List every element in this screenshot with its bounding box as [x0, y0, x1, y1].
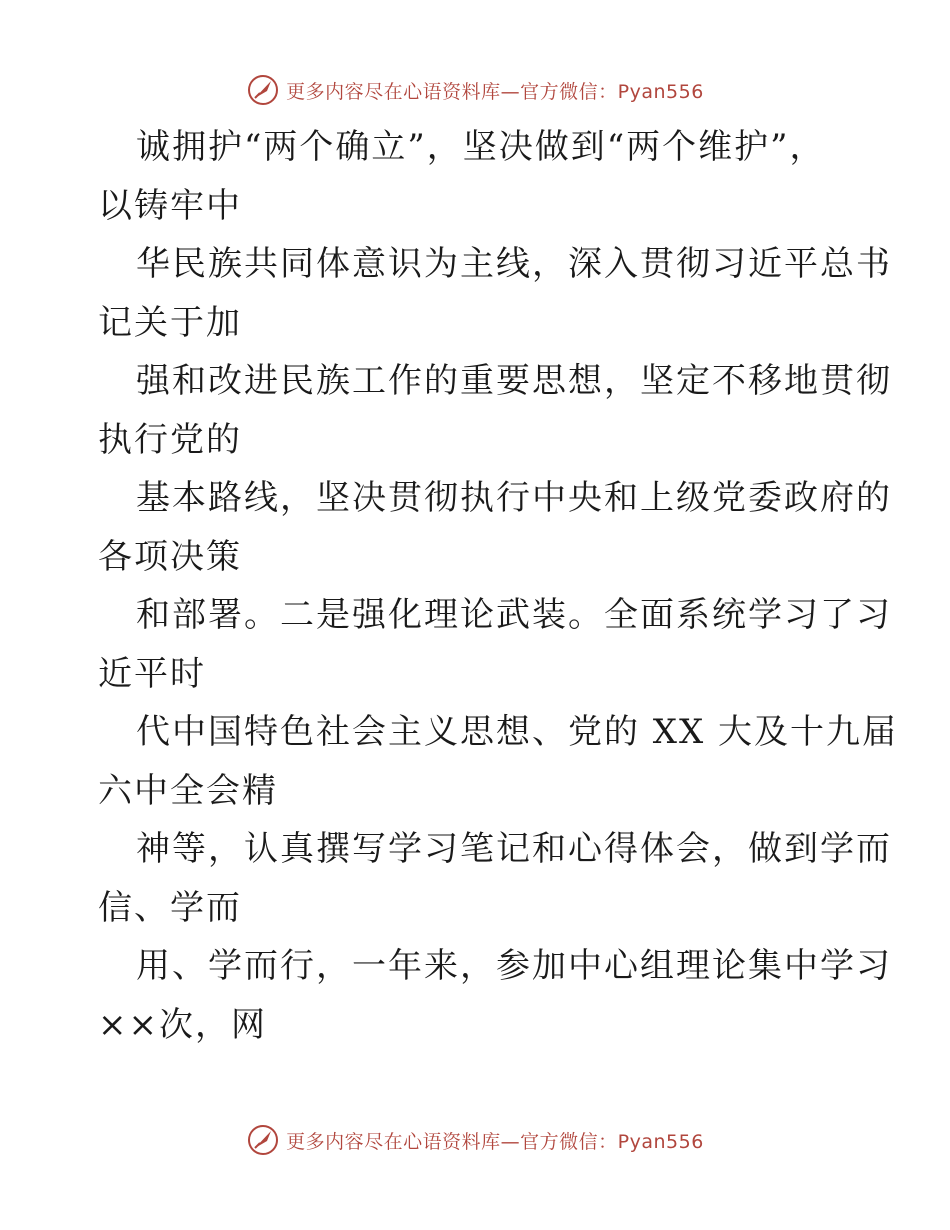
body-line: 用、学而行，一年来，参加中心组理论集中学习 — [136, 946, 892, 986]
body-line: 基本路线，坚决贯彻执行中央和上级党委政府的 — [136, 478, 892, 518]
body-line: 和部署。二是强化理论武装。全面系统学习了习 — [136, 595, 892, 635]
header-banner-text: 更多内容尽在心语资料库—官方微信：Pyan556 — [286, 80, 704, 103]
footer-banner-text: 更多内容尽在心语资料库—官方微信：Pyan556 — [286, 1130, 704, 1153]
body-line: 信、学而 — [98, 887, 242, 928]
body-line: 近平时 — [98, 653, 206, 694]
body-line: 记关于加 — [98, 302, 242, 343]
body-line: 六中全会精 — [98, 770, 278, 811]
quill-logo-icon — [246, 73, 280, 107]
body-line: 以铸牢中 — [98, 185, 242, 226]
body-line: ××次，网 — [98, 1004, 267, 1045]
body-line: 代中国特色社会主义思想、党的 XX 大及十九届 — [136, 712, 899, 752]
body-line: 华民族共同体意识为主线，深入贯彻习近平总书 — [136, 244, 892, 284]
body-line: 神等，认真撰写学习笔记和心得体会，做到学而 — [136, 829, 892, 869]
header-banner — [0, 72, 950, 108]
body-line: 强和改进民族工作的重要思想，坚定不移地贯彻 — [136, 361, 892, 401]
body-line: 执行党的 — [98, 419, 242, 460]
body-line: 各项决策 — [98, 536, 242, 577]
footer-banner — [0, 1122, 950, 1158]
body-line: 诚拥护“两个确立”，坚决做到“两个维护”， — [136, 127, 826, 167]
document-body — [98, 118, 899, 1054]
quill-logo-icon — [246, 1123, 280, 1157]
